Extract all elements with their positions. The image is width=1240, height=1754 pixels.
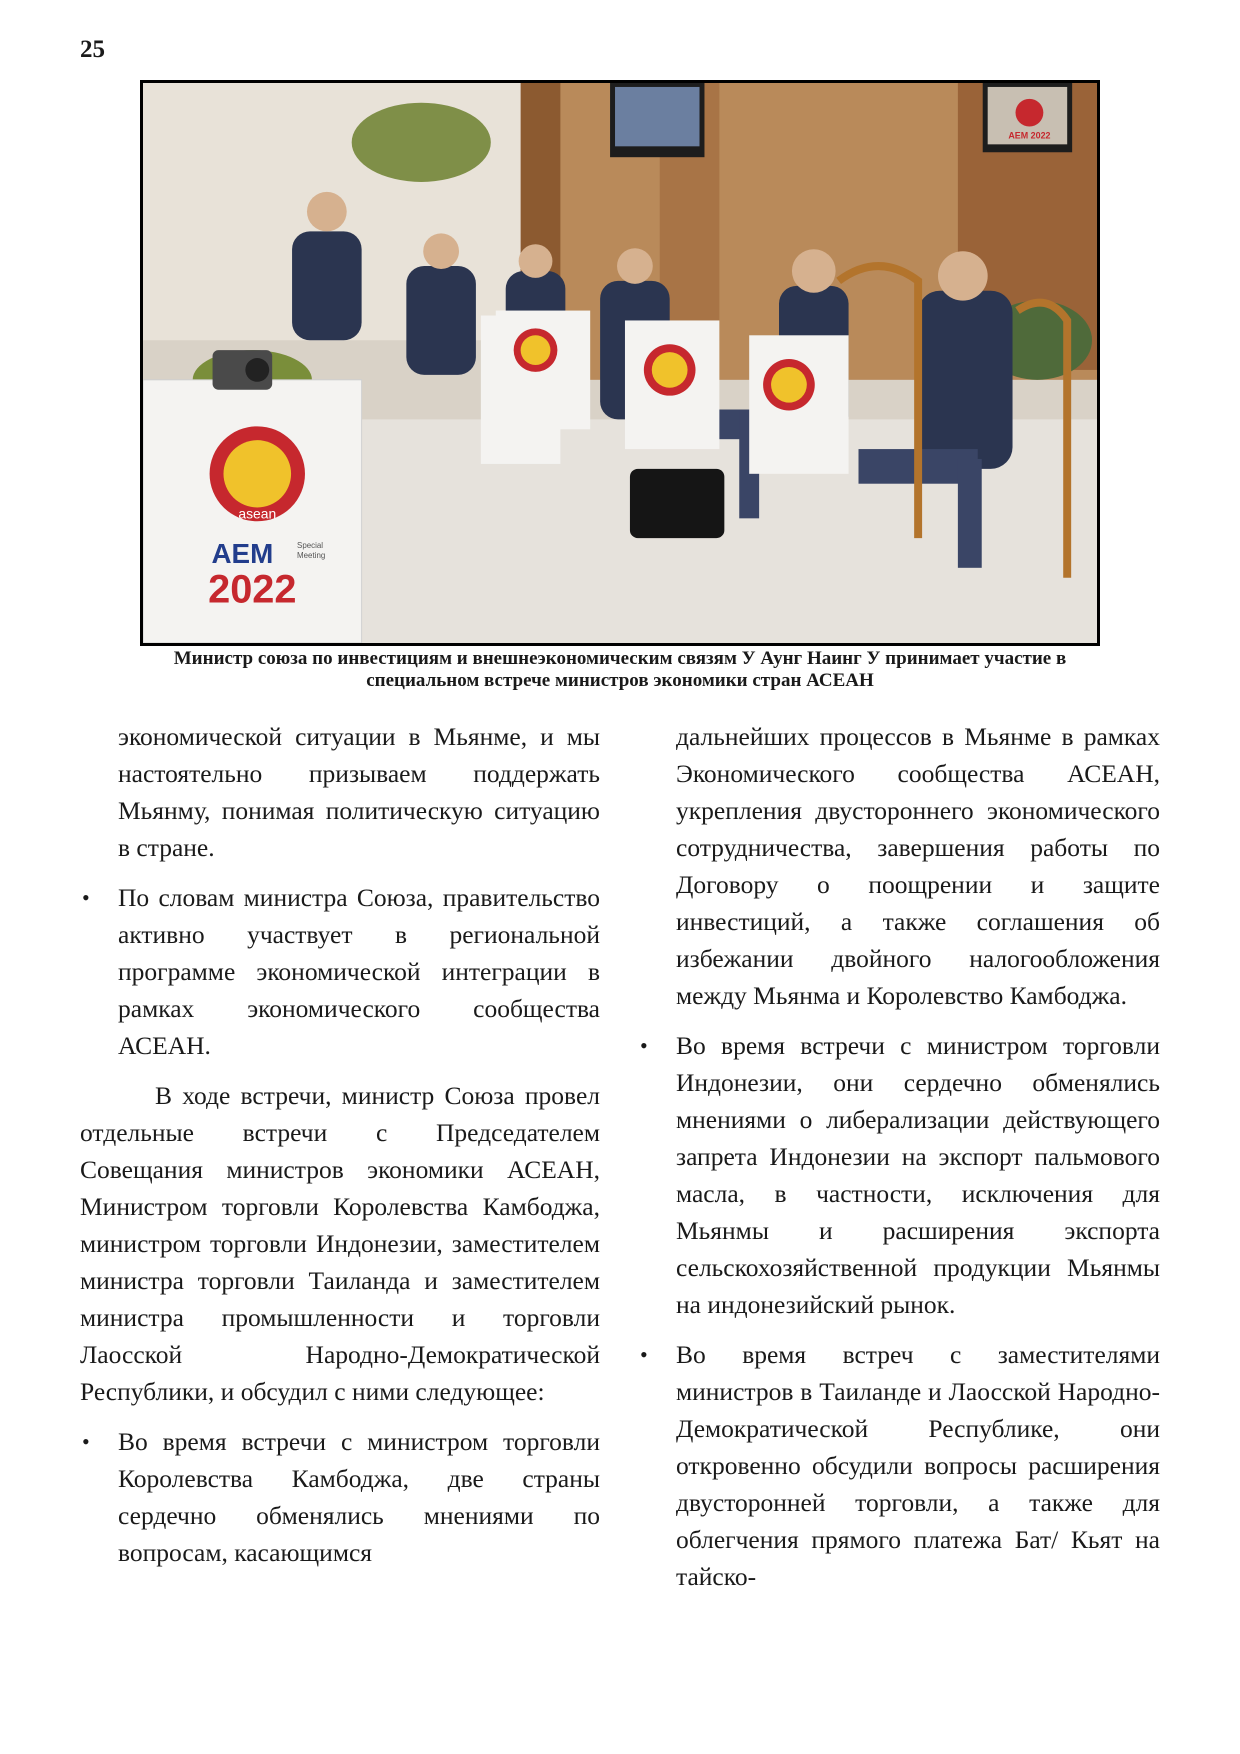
right-bullet-2-text: Во время встреч с заместителями министров в Таиланде и Лаосской Народно-Демократической Республике, они откровенно обсудили вопросы расширения двусторонней торговли, а также для облегчения прямого платежа Бат/ Кьят на тайско- [676, 1340, 1160, 1591]
tv-label: AEM 2022 [1008, 130, 1051, 141]
right-bullet-2 [638, 1336, 1160, 1595]
right-paragraph-1: дальнейших процессов в Мьянме в рамках Экономического сообщества АСЕАН, укрепления двустороннего экономического сотрудничества, завершения работы по Договору о поощрении и защите инвестиций, а также соглашения об избежании двойного налогообложения между Мьянма и Королевство Камбоджа. [676, 722, 1160, 1010]
photo-caption [120, 648, 1120, 692]
bullet-icon: • [82, 1429, 90, 1454]
right-bullet-1 [638, 1027, 1160, 1323]
bullet-icon: • [640, 1033, 648, 1058]
left-column [80, 718, 600, 1571]
left-bullet-1-text: По словам министра Союза, правительство активно участвует в региональной программе экономической интеграции в рамках экономического сообщества АСЕАН. [118, 883, 600, 1060]
left-bullet-1 [80, 879, 600, 1064]
podium-special: Special [297, 541, 324, 551]
bullet-icon: • [82, 885, 90, 910]
left-bullet-2-text: Во время встречи с министром торговли Королевства Камбоджа, две страны сердечно обменялись мнениями по вопросам, касающимся [118, 1427, 600, 1567]
page-number: 25 [80, 36, 105, 63]
left-bullet-2 [80, 1423, 600, 1571]
podium-year: 2022 [208, 567, 297, 612]
caption-line-2: специальном встрече министров экономики стран АСЕАН [366, 670, 874, 691]
podium-asean: asean [238, 505, 277, 522]
podium-meeting: Meeting [297, 550, 326, 560]
photo-illustration [143, 83, 1097, 643]
bullet-icon: • [640, 1342, 648, 1367]
left-paragraph-1: экономической ситуации в Мьянме, и мы настоятельно призываем поддержать Мьянму, понимая политическую ситуацию в стране. [118, 722, 600, 862]
right-column [640, 718, 1160, 1595]
left-paragraph-2: В ходе встречи, министр Союза провел отдельные встречи с Председателем Совещания министров экономики АСЕАН, Министром торговли Королевства Камбоджа, министром торговли Индонезии, заместителем министра торговли Таиланда и заместителем министра промышленности и торговли Лаосской Народно-Демократической Республики, и обсудил с ними следующее: [80, 1081, 600, 1406]
podium-aem: AEM [211, 537, 274, 569]
meeting-photo [140, 80, 1100, 646]
right-bullet-1-text: Во время встречи с министром торговли Индонезии, они сердечно обменялись мнениями о либерализации действующего запрета Индонезии на экспорт пальмового масла, в частности, исключения для Мьянмы и расширения экспорта сельскохозяйственной продукции Мьянмы на индонезийский рынок. [676, 1031, 1160, 1319]
caption-line-1: Министр союза по инвестициям и внешнеэкономическим связям У Аунг Наинг У принимает участие в [173, 648, 1067, 669]
